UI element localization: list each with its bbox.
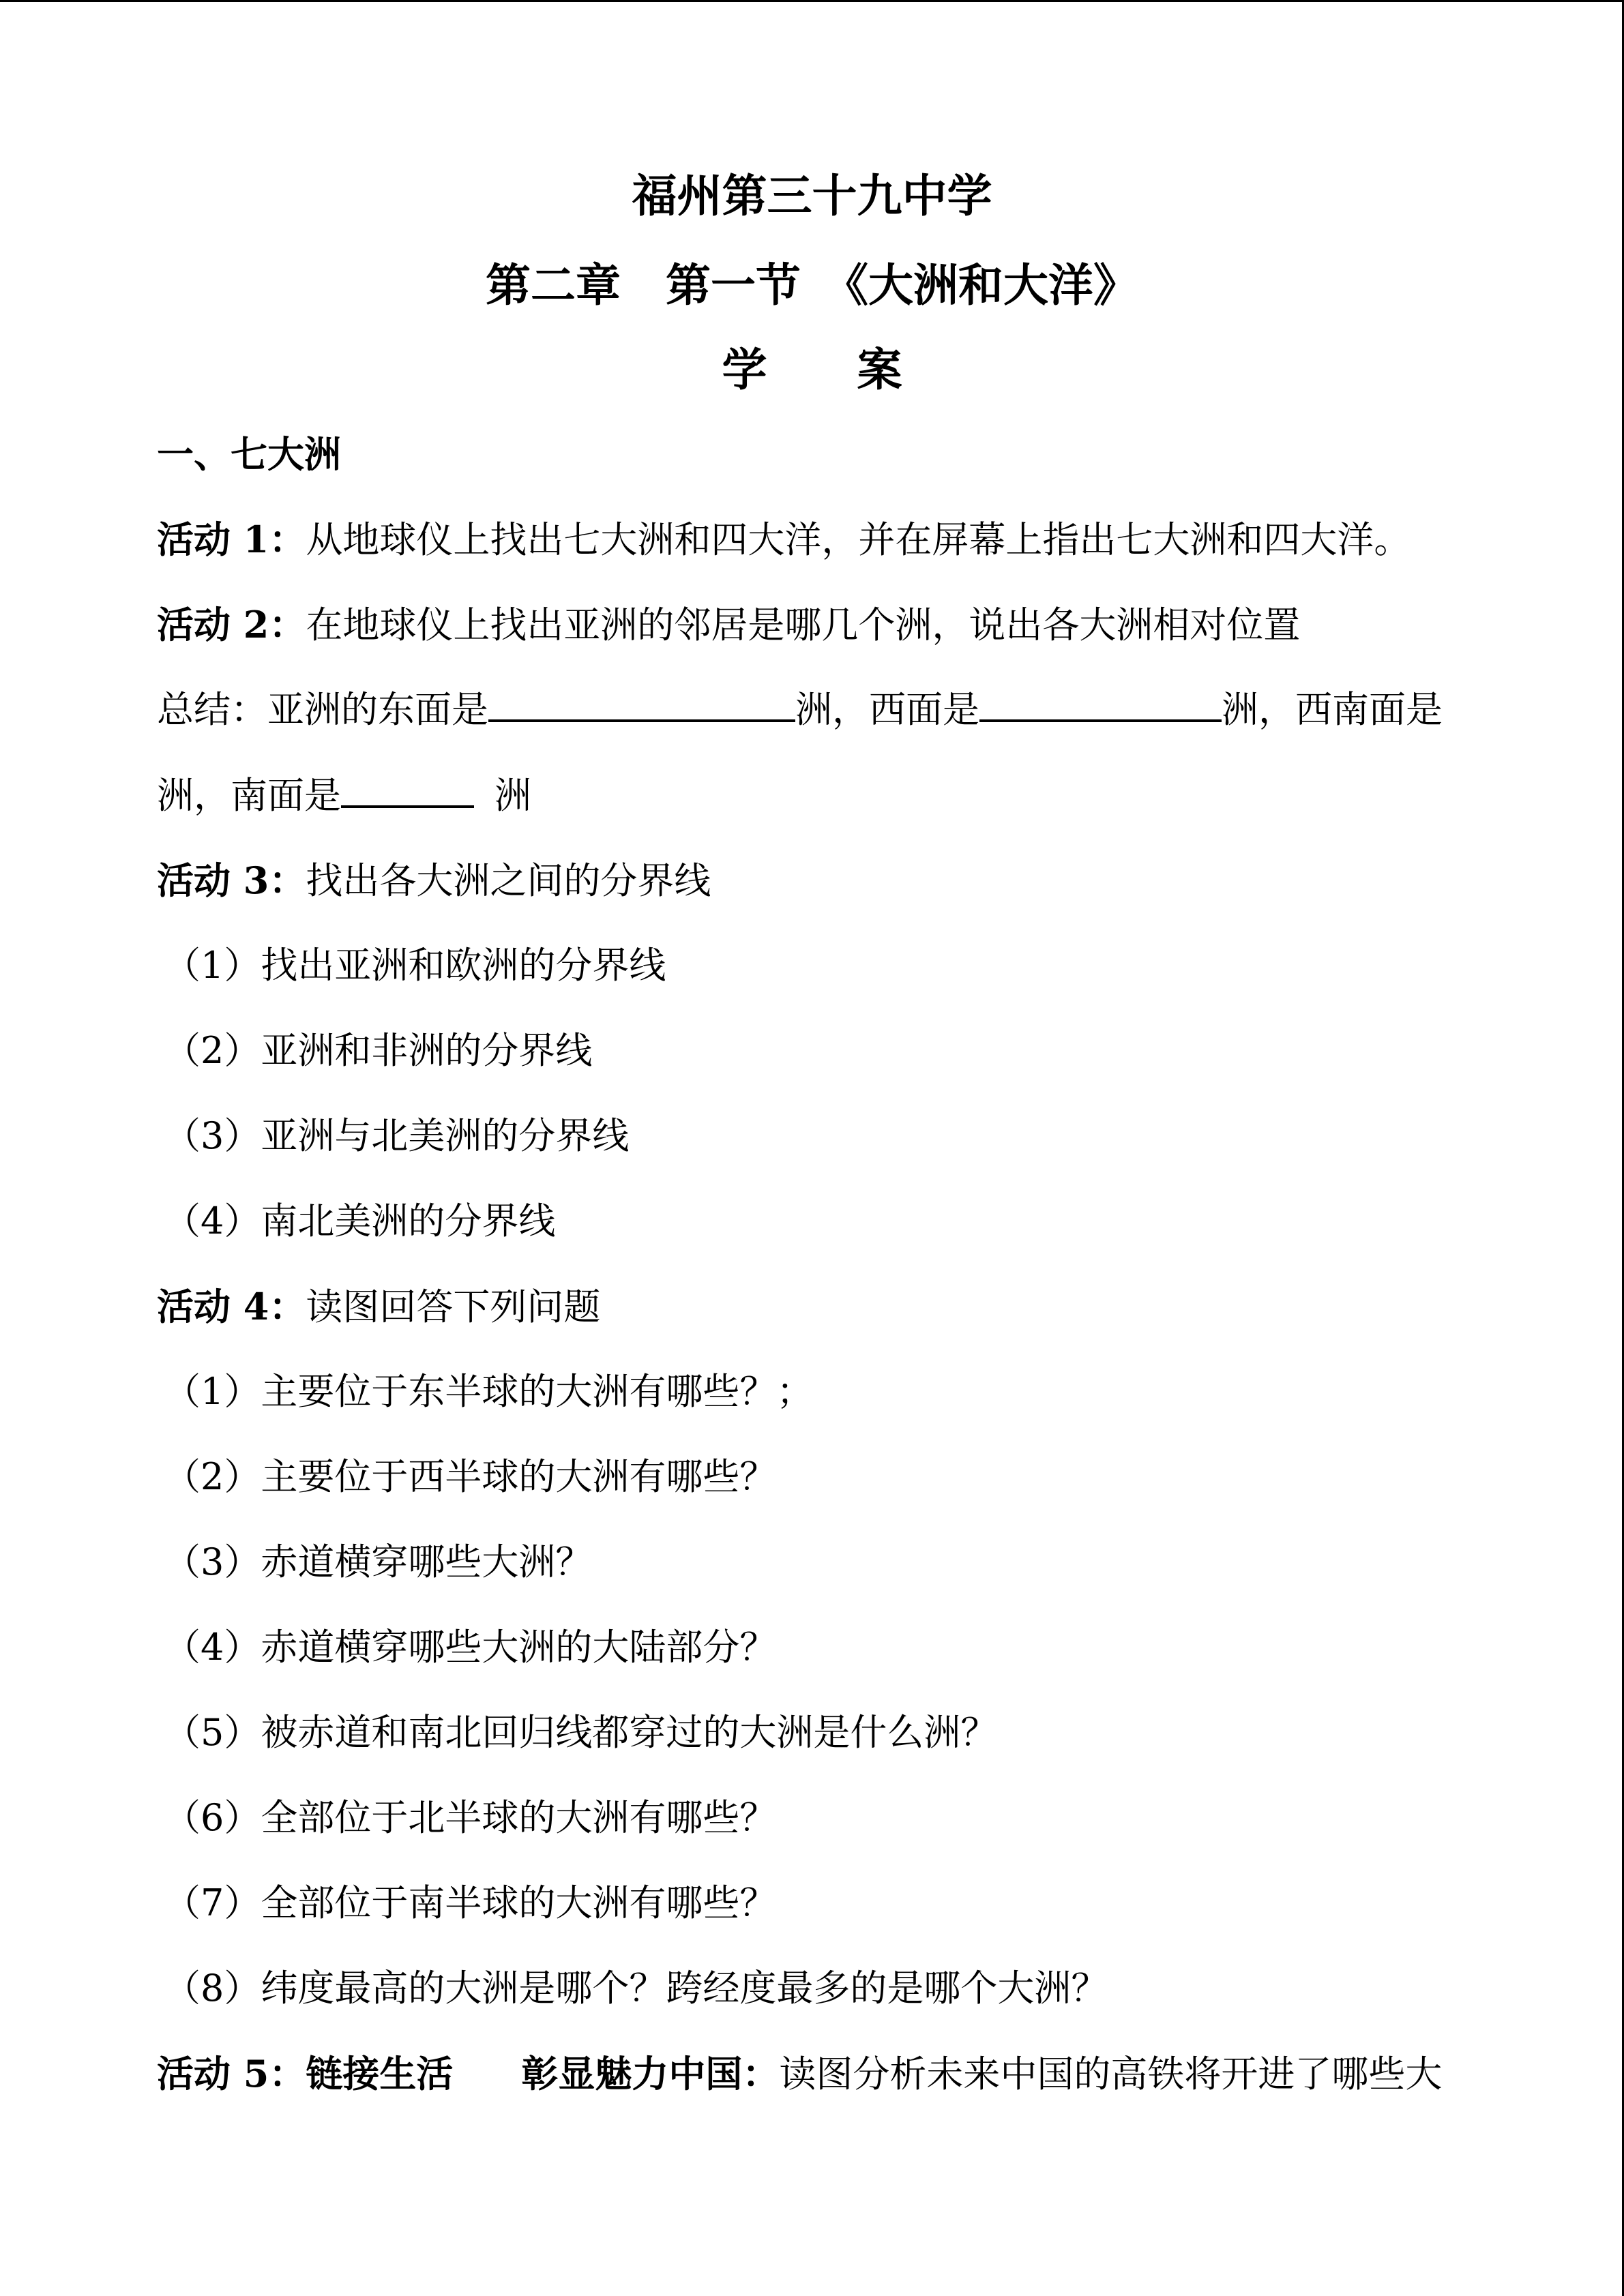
summary-text: 洲，南面是 <box>157 774 341 817</box>
list-item: （4）赤道横穿哪些大洲的大陆部分？ <box>164 1626 777 1669</box>
list-item: （3）亚洲与北美洲的分界线 <box>164 1114 630 1157</box>
summary-text: 总结：亚洲的东面是 <box>157 688 488 731</box>
list-item: （7）全部位于南半球的大洲有哪些？ <box>164 1881 777 1924</box>
list-item: （2）亚洲和非洲的分界线 <box>164 1029 593 1072</box>
fill-blank-east[interactable] <box>488 685 795 722</box>
list-item: （2）主要位于西半球的大洲有哪些？ <box>164 1455 777 1498</box>
summary-text: 洲 <box>494 774 531 817</box>
summary-text: 洲，西南面是 <box>1222 688 1443 731</box>
activity-4 <box>157 1283 600 1331</box>
activity-label-2: 彰显魅力中国： <box>521 2052 780 2096</box>
activity-1 <box>157 516 1411 564</box>
fill-blank-west[interactable] <box>979 685 1222 722</box>
doc-type-title: 学 案 <box>722 343 902 396</box>
list-item: （3）赤道横穿哪些大洲？ <box>164 1540 593 1583</box>
summary-text: 洲，西面是 <box>795 688 979 731</box>
activity-text: 从地球仪上找出七大洲和四大洋，并在屏幕上指出七大洲和四大洋。 <box>306 518 1411 561</box>
activity-text: 在地球仪上找出亚洲的邻居是哪几个洲，说出各大洲相对位置 <box>306 603 1301 646</box>
list-item: （5）被赤道和南北回归线都穿过的大洲是什么洲？ <box>164 1711 998 1754</box>
activity-3 <box>157 856 711 905</box>
summary-line-1 <box>157 685 1443 734</box>
list-item: （6）全部位于北半球的大洲有哪些？ <box>164 1796 777 1839</box>
top-border <box>0 0 1624 2</box>
chapter-title: 第二章 第一节 《大洲和大洋》 <box>486 258 1138 312</box>
list-item: （4）南北美洲的分界线 <box>164 1199 556 1242</box>
list-item: （8）纬度最高的大洲是哪个？跨经度最多的是哪个大洲？ <box>164 1967 1108 2010</box>
activity-label: 活动 1： <box>157 518 306 561</box>
list-item: （1）主要位于东半球的大洲有哪些？； <box>164 1370 814 1413</box>
activity-text: 找出各大洲之间的分界线 <box>306 859 711 902</box>
fill-blank-south[interactable] <box>341 771 474 808</box>
section-heading: 一、七大洲 <box>157 432 341 476</box>
activity-label: 活动 3： <box>157 859 306 902</box>
activity-2 <box>157 601 1300 649</box>
activity-text: 读图回答下列问题 <box>306 1285 601 1328</box>
list-item: （1）找出亚洲和欧洲的分界线 <box>164 944 666 987</box>
activity-5 <box>157 2050 1442 2098</box>
activity-text: 读图分析未来中国的高铁将开进了哪些大 <box>779 2053 1443 2096</box>
activity-label: 活动 5：链接生活 <box>157 2052 454 2096</box>
activity-label: 活动 4： <box>157 1285 306 1328</box>
school-title: 福州第三十九中学 <box>632 169 992 222</box>
summary-line-2 <box>157 771 531 820</box>
activity-label: 活动 2： <box>157 603 306 646</box>
